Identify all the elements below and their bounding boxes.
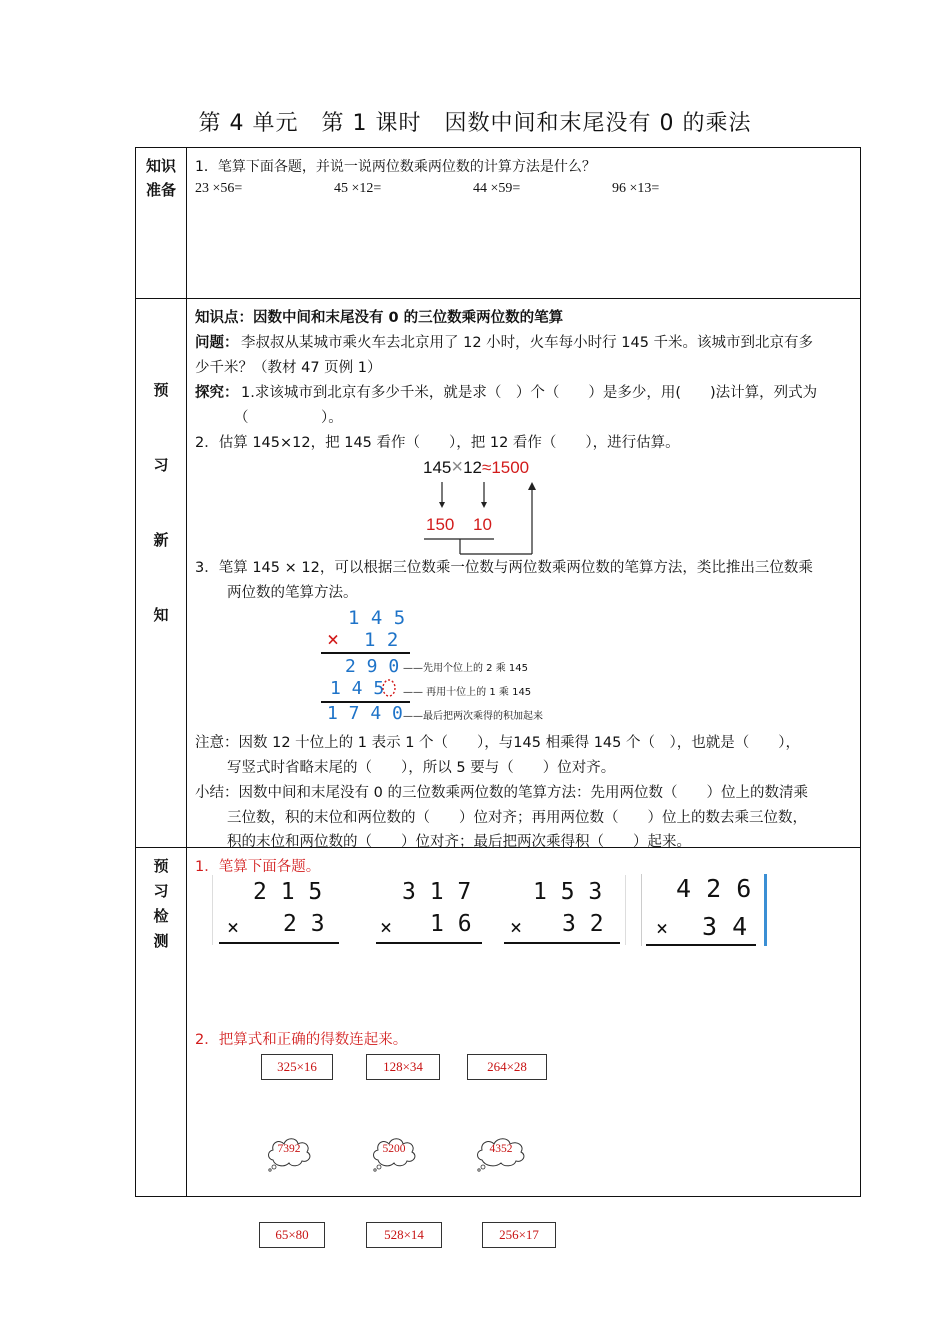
problem-4-rule [646,944,756,946]
problem-label: 问题： [195,335,239,351]
estimate-rounded-b: 10 [473,515,492,534]
problem-4 [641,874,767,946]
estimate-question: 2．估算 145×12，把 145 看作（ ），把 12 看作（ ），进行估算。 [195,435,680,451]
problem-1 [212,875,343,945]
calc-partial-1: 2 9 0 [345,656,400,677]
step3-line-2: 两位数的笔算方法。 [227,585,358,601]
step3-line-1: 3．笔算 145 × 12，可以根据三位数乘一位数与两位数乘两位数的笔算方法，类比推出三位数乘 [195,560,813,576]
problem-1-rule [219,942,339,944]
table-border-left [135,147,136,1197]
problem-2 [374,875,499,945]
problem-2-top: 3 1 7 [402,879,472,905]
problem-4-bottom: 3 4 [702,912,748,941]
explore-line-1: 1.求该城市到北京有多少千米，就是求（ ）个（ ）是多少，用( )法计算，列式为 [241,385,818,401]
exercise-1: 23 ×56= [195,181,243,196]
problem-1-bottom: 2 3 [283,911,325,937]
problem-3 [500,875,626,945]
check-question-1: 1．笔算下面各题。 [195,859,321,875]
answer-cloud-3[interactable] [474,1132,528,1172]
calc-rule-1 [321,652,410,654]
problem-2-bottom: 1 6 [430,911,472,937]
section3-label-3: 检 [153,907,169,925]
section2-label-3: 新 [153,531,169,549]
table-border-right [860,147,861,1197]
problem-3-rule [504,942,620,944]
section2-label-1: 预 [153,381,169,399]
problem-line-1: 李叔叔从某城市乘火车去北京用了 12 小时，火车每小时行 145 千米。该城市到北京有多 [241,335,814,351]
section3-label-1: 预 [153,857,169,875]
calc-multiplier: 1 2 [364,629,399,651]
placeholder-circle-icon [380,678,398,698]
problem-1-top: 2 1 5 [253,879,323,905]
summary-line-1: 小结：因数中间和末尾没有 0 的三位数乘两位数的笔算方法：先用两位数（ ）位上的数清乘 [195,785,808,801]
match-box-bottom-2[interactable]: 528×14 [366,1222,442,1248]
answer-cloud-2[interactable] [370,1132,418,1172]
calc-result: 1 7 4 0 [327,703,403,724]
section3-label-2: 习 [153,882,169,900]
match-box-top-1[interactable]: 325×16 [261,1054,333,1080]
answer-cloud-1[interactable] [265,1132,313,1172]
problem-4-times: × [656,916,669,940]
page-title: 第 4 单元 第 1 课时 因数中间和末尾没有 0 的乘法 [198,111,752,136]
match-box-bottom-1[interactable]: 65×80 [259,1222,325,1248]
explore-label: 探究： [195,385,239,401]
match-box-top-3[interactable]: 264×28 [467,1054,547,1080]
summary-line-2: 三位数，积的末位和两位数的（ ）位对齐；再用两位数（ ）位上的数去乘三位数， [227,810,807,826]
note-line-2: 写竖式时省略末尾的（ ），所以 5 要与（ ）位对齐。 [227,760,616,776]
table-row-divider-1 [135,298,861,299]
exercise-3: 44 ×59= [473,181,521,196]
section2-label-2: 习 [153,456,169,474]
table-border-top [135,147,861,148]
summary-line-3: 积的末位和两位数的（ ）位对齐；最后把两次乘得积（ ）起来。 [227,834,691,850]
match-box-top-2[interactable]: 128×34 [366,1054,440,1080]
section2-label-4: 知 [153,606,169,624]
estimate-rounded-a: 150 [426,515,455,534]
answer-cloud-2-text: 5200 [382,1143,406,1155]
calc-note-3: ——最后把两次乘得的积加起来 [403,711,543,722]
section1-question: 1．笔算下面各题，并说一说两位数乘两位数的计算方法是什么？ [195,159,596,175]
problem-3-bottom: 3 2 [562,911,604,937]
problem-2-rule [376,942,482,944]
problem-3-top: 1 5 3 [533,879,603,905]
table-divider-col [186,147,187,1197]
problem-3-times: × [510,915,523,939]
problem-2-times: × [380,915,393,939]
answer-cloud-1-text: 7392 [277,1143,301,1155]
exercise-2: 45 ×12= [334,181,382,196]
section3-label-4: 测 [153,932,169,950]
problem-line-2: 少千米？（教材 47 页例 1） [195,360,382,376]
note-line-1: 注意：因数 12 十位上的 1 表示 1 个（ ），与145 相乘得 145 个（ ），也就是（ ）， [195,735,800,751]
problem-1-times: × [227,915,240,939]
estimate-expression: 145×12≈1500 [423,456,530,478]
knowledge-point: 知识点：因数中间和末尾没有 0 的三位数乘两位数的笔算 [195,310,564,326]
calc-note-1: ——先用个位上的 2 乘 145 [403,663,528,674]
match-box-bottom-3[interactable]: 256×17 [482,1222,556,1248]
calc-top: 1 4 5 [348,607,406,629]
explore-line-2: （ ）。 [234,410,343,426]
calc-partial-2: 1 4 5 [330,678,385,699]
check-question-2: 2．把算式和正确的得数连起来。 [195,1032,408,1048]
table-border-bottom [135,1196,861,1197]
section1-label: 知识 准备 [145,157,176,199]
problem-4-top: 4 2 6 [676,874,752,903]
calc-note-2: —— 再用十位上的 1 乘 145 [403,687,532,698]
exercise-4: 96 ×13= [612,181,660,196]
answer-cloud-3-text: 4352 [489,1143,513,1155]
calc-times: × [327,627,340,651]
